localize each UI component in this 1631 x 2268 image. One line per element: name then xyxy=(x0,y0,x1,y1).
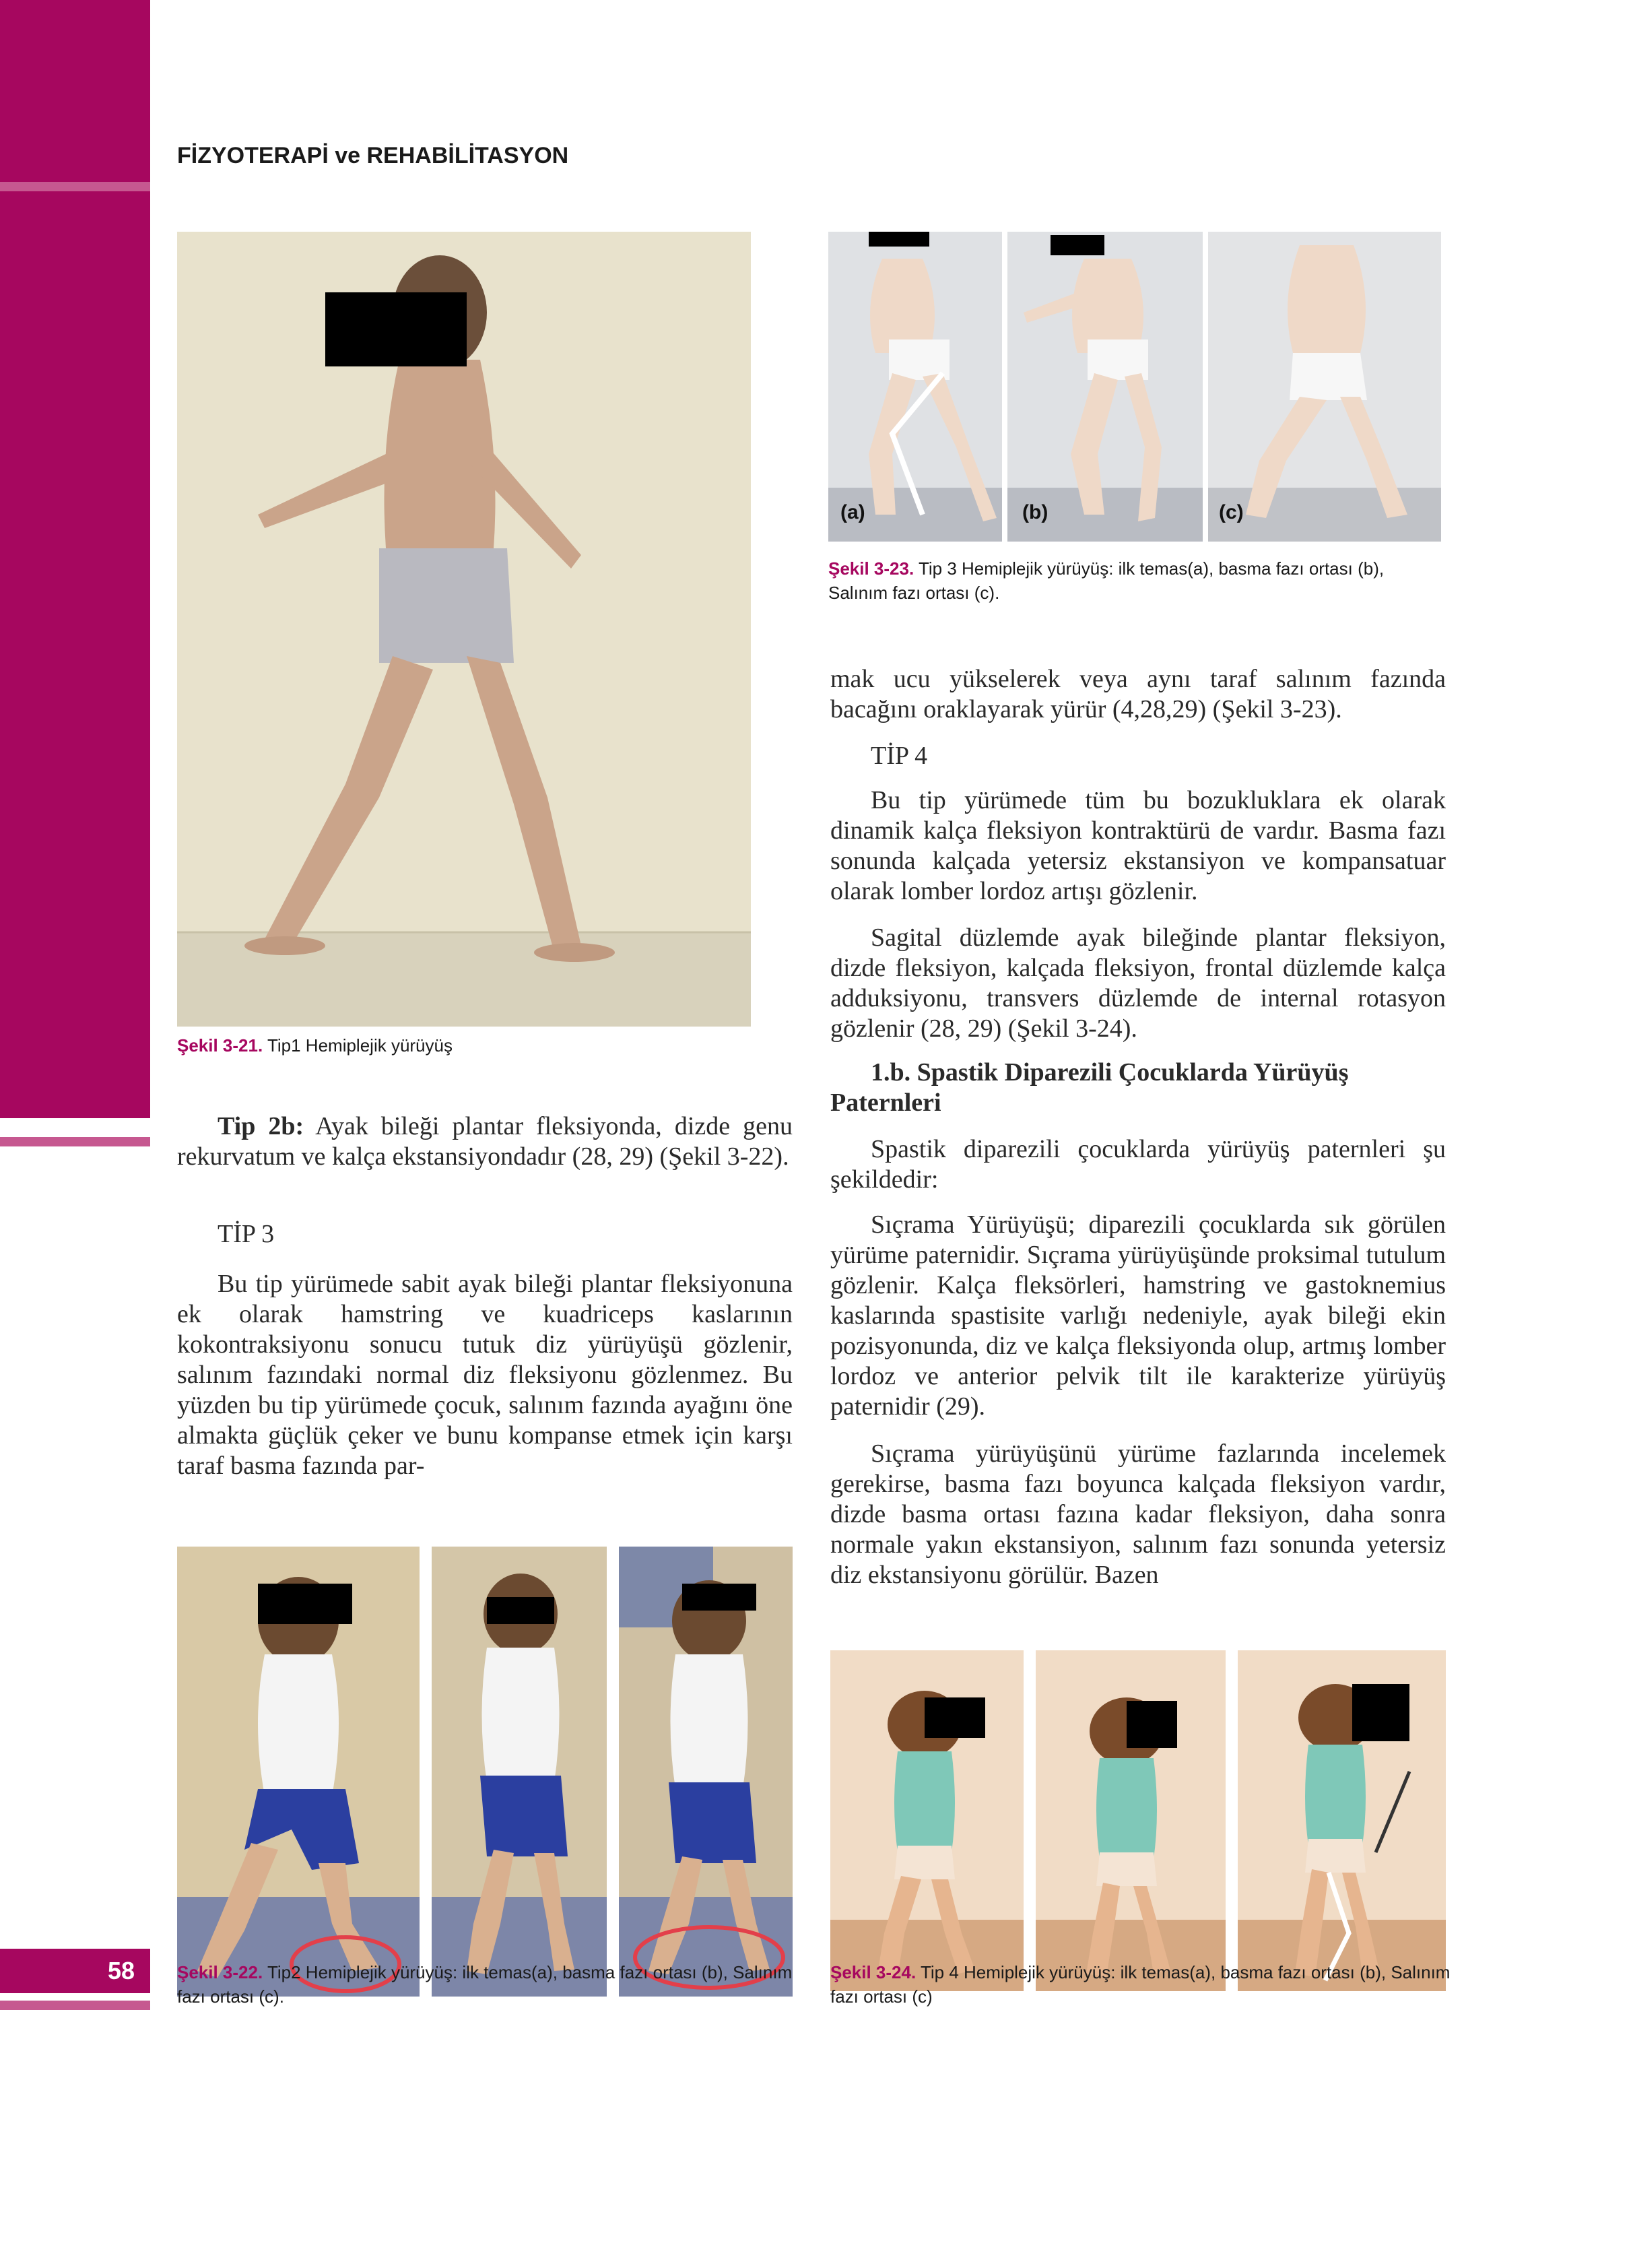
panel-label-a: (a) xyxy=(840,501,865,523)
paragraph-jump-gait: Sıçrama Yürüyüşü; diparezili çocuklarda sık görülen yürüme paternidir. Sıçrama yürüyüşünde proksimal tutulum gözlenir. Kalça fleksörleri, hamstring ve gastoknemius kaslarında spastisite varlığı nedeniyle, ayak bileği ekin pozisyonunda, diz ve kalça fleksiyonda olup, artmış lomber lordoz ve anterior pelvik tilt ile karakterize yürüyüş paternidir (29). xyxy=(830,1210,1446,1421)
sidebar-stripe xyxy=(0,1137,150,1146)
figure-label: Şekil 3-22. xyxy=(177,1962,263,1982)
tip2b-text: Ayak bileği plantar fleksiyonda, dizde genu rekurvatum ve kalça ekstansiyondadır (28, 29) (Şekil 3-22). xyxy=(177,1112,793,1171)
figure-3-24-caption xyxy=(830,1960,1457,2009)
figure-3-22-photo xyxy=(177,1547,793,1997)
sidebar-color-band xyxy=(0,0,150,1118)
figure-3-21-photo xyxy=(177,232,751,1027)
figure-caption-text: Tip2 Hemiplejik yürüyüş: ilk temas(a), basma fazı ortası (b), Salınım fazı ortası (c). xyxy=(177,1962,793,2007)
heading-tip4: TİP 4 xyxy=(871,742,928,770)
sidebar xyxy=(0,0,150,2268)
figure-label: Şekil 3-24. xyxy=(830,1962,917,1982)
figure-3-22-caption xyxy=(177,1960,803,2009)
figure-caption-text: Tip1 Hemiplejik yürüyüş xyxy=(263,1035,453,1056)
figure-3-21-caption xyxy=(177,1033,756,1058)
heading-tip3: TİP 3 xyxy=(218,1220,275,1248)
figure-3-24-photo xyxy=(830,1650,1446,1991)
figure-caption-text: Tip 3 Hemiplejik yürüyüş: ilk temas(a), basma fazı ortası (b), Salınım fazı ortası (c). xyxy=(828,558,1385,603)
tip2b-lead: Tip 2b: xyxy=(218,1112,304,1140)
panel-label-b: (b) xyxy=(1022,501,1048,523)
section-heading-diparezi: 1.b. Spastik Diparezili Çocuklarda Yürüyüş Paternleri xyxy=(830,1058,1349,1117)
figure-caption-text: Tip 4 Hemiplejik yürüyüş: ilk temas(a), basma fazı ortası (b), Salınım fazı ortası (c) xyxy=(830,1962,1451,2007)
paragraph-intro: Spastik diparezili çocuklarda yürüyüş paternleri şu şekildedir: xyxy=(830,1135,1446,1194)
paragraph-tip3: Bu tip yürümede sabit ayak bileği plantar fleksiyonuna ek olarak hamstring ve kuadriceps kaslarının kokontraksiyonu sonucu tutuk diz yürüyüşü gözlenir, salınım fazındaki normal diz fleksiyonu gözlenmez. Bu yüzden bu tip yürümede çocuk, salınım fazında ayağını öne almakta güçlük çeker ve bunu kompanse etmek için karşı taraf basma fazında par- xyxy=(177,1270,793,1480)
panel-label-c: (c) xyxy=(1219,501,1244,523)
paragraph-sagital: Sagital düzlemde ayak bileğinde plantar fleksiyon, dizde fleksiyon, kalçada fleksiyon, frontal düzlemde kalça adduksiyonu, transvers düzlemde de internal rotasyon gözlenir (28, 29) (Şekil 3-24). xyxy=(830,924,1446,1043)
paragraph-continuation: mak ucu yükselerek veya aynı taraf salınım fazında bacağını oraklayarak yürür (4,28,29) (Şekil 3-23). xyxy=(830,665,1446,723)
paragraph-tip2b xyxy=(177,1111,793,1172)
running-header: FİZYOTERAPİ ve REHABİLİTASYON xyxy=(177,143,569,168)
sidebar-stripe xyxy=(0,182,150,191)
figure-label: Şekil 3-23. xyxy=(828,558,914,579)
sidebar-stripe xyxy=(0,2001,150,2010)
figure-label: Şekil 3-21. xyxy=(177,1035,263,1056)
paragraph-tip4: Bu tip yürümede tüm bu bozukluklara ek olarak dinamik kalça fleksiyon kontraktürü de vardır. Basma fazı sonunda kalçada yetersiz ekstansiyon ve kompansatuar olarak lomber lordoz artışı gözlenir. xyxy=(830,786,1446,905)
figure-3-23-photo xyxy=(828,232,1441,542)
page-number: 58 xyxy=(107,1957,135,1984)
paragraph-gait-phases: Sıçrama yürüyüşünü yürüme fazlarında incelemek gerekirse, basma fazı boyunca kalçada fleksiyon vardır, dizde basma ortası fazına kadar fleksiyon, daha sonra normale yakın ekstansiyon, salınım fazı sonunda yetersiz diz ekstansiyonu görülür. Bazen xyxy=(830,1439,1446,1589)
figure-3-23-caption xyxy=(828,556,1448,605)
